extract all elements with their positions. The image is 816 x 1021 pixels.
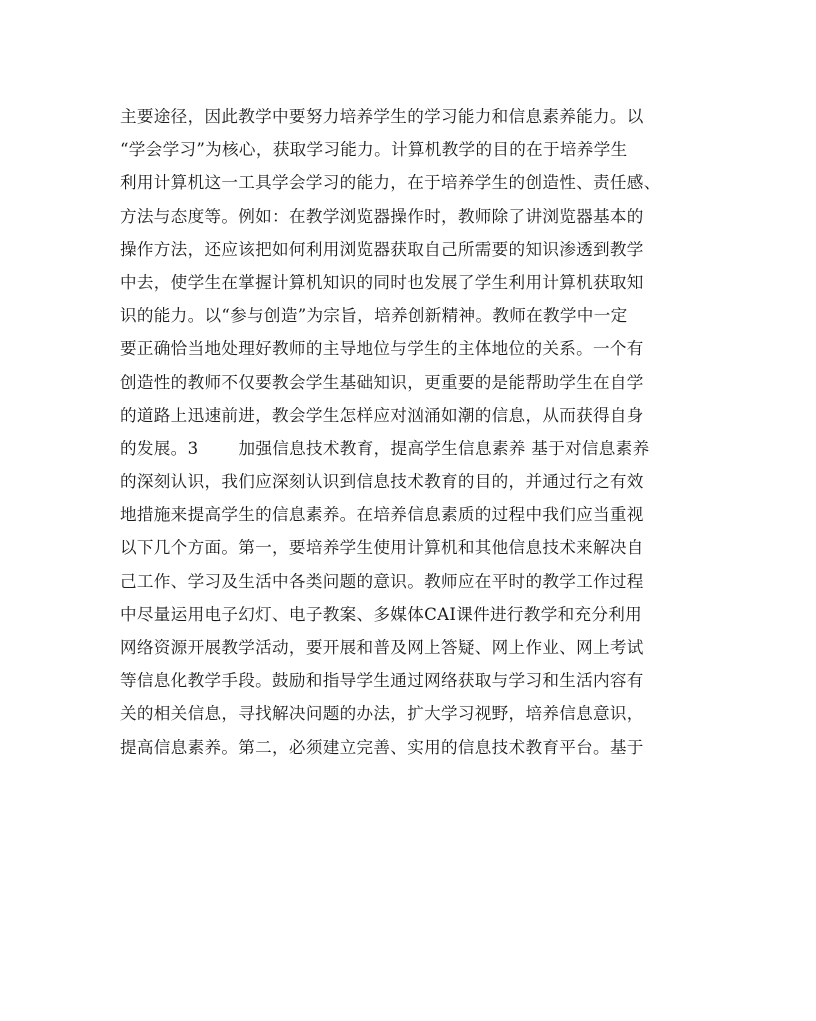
text-line: 的深刻认识，我们应深刻认识到信息技术教育的目的，并通过行之有效	[120, 472, 644, 492]
text-line: 中去，使学生在掌握计算机知识的同时也发展了学生利用计算机获取知	[120, 272, 644, 292]
text-line: 主要途径，因此教学中要努力培养学生的学习能力和信息素养能力。以	[120, 107, 644, 126]
text-line: 识的能力。以“参与创造”为宗旨，培养创新精神。教师在教学中一定	[120, 306, 628, 326]
text-line: 要正确恰当地处理好教师的主导地位与学生的主体地位的关系。一个有	[120, 339, 644, 359]
text-line-with-heading	[120, 432, 700, 465]
section-heading-inline: 加强信息技术教育，提高学生信息素养 基于对信息素养	[238, 438, 650, 458]
body-text	[120, 100, 700, 764]
text-line: 以下几个方面。第一，要培养学生使用计算机和其他信息技术来解决自	[120, 538, 644, 558]
text-line: 中尽量运用电子幻灯、电子教案、多媒体CAI课件进行教学和充分利用	[120, 604, 643, 624]
text-line: 操作方法，还应该把如何利用浏览器获取自己所需要的知识渗透到教学	[120, 239, 644, 259]
text-line: 地措施来提高学生的信息素养。在培养信息素质的过程中我们应当重视	[120, 505, 644, 525]
text-line: 网络资源开展教学活动，要开展和普及网上答疑、网上作业、网上考试	[120, 638, 644, 657]
text-line-start: 的发展。3	[120, 438, 199, 458]
text-line: “学会学习”为核心，获取学习能力。计算机教学的目的在于培养学生	[120, 140, 628, 160]
text-line: 提高信息素养。第二，必须建立完善、实用的信息技术教育平台。基于	[120, 737, 644, 757]
text-line: 己工作、学习及生活中各类问题的意识。教师应在平时的教学工作过程	[120, 571, 644, 591]
text-line: 利用计算机这一工具学会学习的能力，在于培养学生的创造性、责任感、	[120, 173, 661, 193]
text-line: 创造性的教师不仅要教会学生基础知识，更重要的是能帮助学生在自学	[120, 372, 644, 392]
text-line: 等信息化教学手段。鼓励和指导学生通过网络获取与学习和生活内容有	[120, 671, 644, 691]
text-line: 的道路上迅速前进，教会学生怎样应对汹涌如潮的信息，从而获得自身	[120, 405, 644, 425]
text-line: 关的相关信息，寻找解决问题的办法，扩大学习视野，培养信息意识，	[120, 704, 644, 724]
text-line: 方法与态度等。例如：在教学浏览器操作时，教师除了讲浏览器基本的	[120, 206, 644, 226]
